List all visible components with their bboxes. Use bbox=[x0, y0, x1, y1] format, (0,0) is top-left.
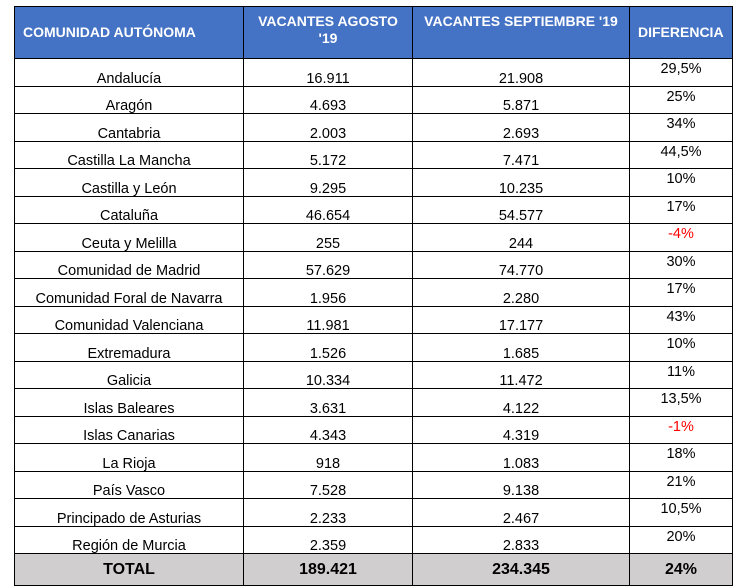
difference-cell: 43% bbox=[630, 306, 733, 334]
difference-cell: 10% bbox=[630, 334, 733, 362]
vacancies-table bbox=[14, 6, 733, 586]
region-cell: Castilla y León bbox=[15, 169, 244, 197]
august-cell: 2.003 bbox=[244, 114, 413, 142]
september-cell: 2.693 bbox=[413, 114, 630, 142]
august-cell: 5.172 bbox=[244, 141, 413, 169]
september-cell: 4.122 bbox=[413, 389, 630, 417]
region-cell: Islas Baleares bbox=[15, 389, 244, 417]
difference-cell: 30% bbox=[630, 251, 733, 279]
table-row bbox=[15, 361, 733, 389]
september-cell: 2.467 bbox=[413, 499, 630, 527]
august-cell: 2.359 bbox=[244, 526, 413, 554]
region-cell: Ceuta y Melilla bbox=[15, 224, 244, 252]
total-difference: 24% bbox=[630, 554, 733, 586]
august-cell: 11.981 bbox=[244, 306, 413, 334]
august-cell: 57.629 bbox=[244, 251, 413, 279]
region-cell: Islas Canarias bbox=[15, 416, 244, 444]
region-cell: Cataluña bbox=[15, 196, 244, 224]
september-cell: 9.138 bbox=[413, 471, 630, 499]
region-cell: Cantabria bbox=[15, 114, 244, 142]
region-cell: La Rioja bbox=[15, 444, 244, 472]
august-cell: 4.343 bbox=[244, 416, 413, 444]
september-cell: 1.083 bbox=[413, 444, 630, 472]
table-row bbox=[15, 416, 733, 444]
september-cell: 2.833 bbox=[413, 526, 630, 554]
august-cell: 4.693 bbox=[244, 86, 413, 114]
difference-cell: 18% bbox=[630, 444, 733, 472]
difference-cell: 29,5% bbox=[630, 59, 733, 87]
difference-cell: 25% bbox=[630, 86, 733, 114]
september-cell: 11.472 bbox=[413, 361, 630, 389]
region-cell: Galicia bbox=[15, 361, 244, 389]
difference-cell: 44,5% bbox=[630, 141, 733, 169]
total-label: TOTAL bbox=[15, 554, 244, 586]
difference-cell: 10,5% bbox=[630, 499, 733, 527]
region-cell: Comunidad de Madrid bbox=[15, 251, 244, 279]
difference-cell: 17% bbox=[630, 196, 733, 224]
august-cell: 918 bbox=[244, 444, 413, 472]
difference-cell: -1% bbox=[630, 416, 733, 444]
september-cell: 7.471 bbox=[413, 141, 630, 169]
difference-cell: 17% bbox=[630, 279, 733, 307]
august-cell: 16.911 bbox=[244, 59, 413, 87]
september-cell: 74.770 bbox=[413, 251, 630, 279]
total-row bbox=[15, 554, 733, 586]
difference-cell: 11% bbox=[630, 361, 733, 389]
region-cell: Extremadura bbox=[15, 334, 244, 362]
region-cell: Comunidad Foral de Navarra bbox=[15, 279, 244, 307]
september-cell: 5.871 bbox=[413, 86, 630, 114]
header-row bbox=[15, 7, 733, 59]
september-cell: 21.908 bbox=[413, 59, 630, 87]
header-region: COMUNIDAD AUTÓNOMA bbox=[15, 7, 244, 59]
september-cell: 244 bbox=[413, 224, 630, 252]
september-cell: 17.177 bbox=[413, 306, 630, 334]
region-cell: Comunidad Valenciana bbox=[15, 306, 244, 334]
region-cell: Región de Murcia bbox=[15, 526, 244, 554]
august-cell: 2.233 bbox=[244, 499, 413, 527]
region-cell: Andalucía bbox=[15, 59, 244, 87]
table-row bbox=[15, 196, 733, 224]
table-row bbox=[15, 251, 733, 279]
header-august: VACANTES AGOSTO '19 bbox=[244, 7, 413, 59]
table-row bbox=[15, 526, 733, 554]
table-row bbox=[15, 471, 733, 499]
difference-cell: 13,5% bbox=[630, 389, 733, 417]
total-september: 234.345 bbox=[413, 554, 630, 586]
table-row bbox=[15, 334, 733, 362]
region-cell: Castilla La Mancha bbox=[15, 141, 244, 169]
september-cell: 4.319 bbox=[413, 416, 630, 444]
august-cell: 3.631 bbox=[244, 389, 413, 417]
august-cell: 10.334 bbox=[244, 361, 413, 389]
difference-cell: 34% bbox=[630, 114, 733, 142]
september-cell: 54.577 bbox=[413, 196, 630, 224]
difference-cell: 10% bbox=[630, 169, 733, 197]
august-cell: 7.528 bbox=[244, 471, 413, 499]
table-row bbox=[15, 306, 733, 334]
table-row bbox=[15, 279, 733, 307]
table-row bbox=[15, 141, 733, 169]
table-row bbox=[15, 224, 733, 252]
september-cell: 10.235 bbox=[413, 169, 630, 197]
table-row bbox=[15, 114, 733, 142]
september-cell: 1.685 bbox=[413, 334, 630, 362]
table-row bbox=[15, 59, 733, 87]
table-row bbox=[15, 499, 733, 527]
region-cell: Principado de Asturias bbox=[15, 499, 244, 527]
difference-cell: 21% bbox=[630, 471, 733, 499]
header-difference: DIFERENCIA bbox=[630, 7, 733, 59]
august-cell: 255 bbox=[244, 224, 413, 252]
region-cell: Aragón bbox=[15, 86, 244, 114]
total-august: 189.421 bbox=[244, 554, 413, 586]
difference-cell: 20% bbox=[630, 526, 733, 554]
table-row bbox=[15, 169, 733, 197]
table-row bbox=[15, 86, 733, 114]
september-cell: 2.280 bbox=[413, 279, 630, 307]
august-cell: 9.295 bbox=[244, 169, 413, 197]
header-september: VACANTES SEPTIEMBRE '19 bbox=[413, 7, 630, 59]
table-row bbox=[15, 389, 733, 417]
august-cell: 1.526 bbox=[244, 334, 413, 362]
august-cell: 1.956 bbox=[244, 279, 413, 307]
table-row bbox=[15, 444, 733, 472]
august-cell: 46.654 bbox=[244, 196, 413, 224]
difference-cell: -4% bbox=[630, 224, 733, 252]
region-cell: País Vasco bbox=[15, 471, 244, 499]
